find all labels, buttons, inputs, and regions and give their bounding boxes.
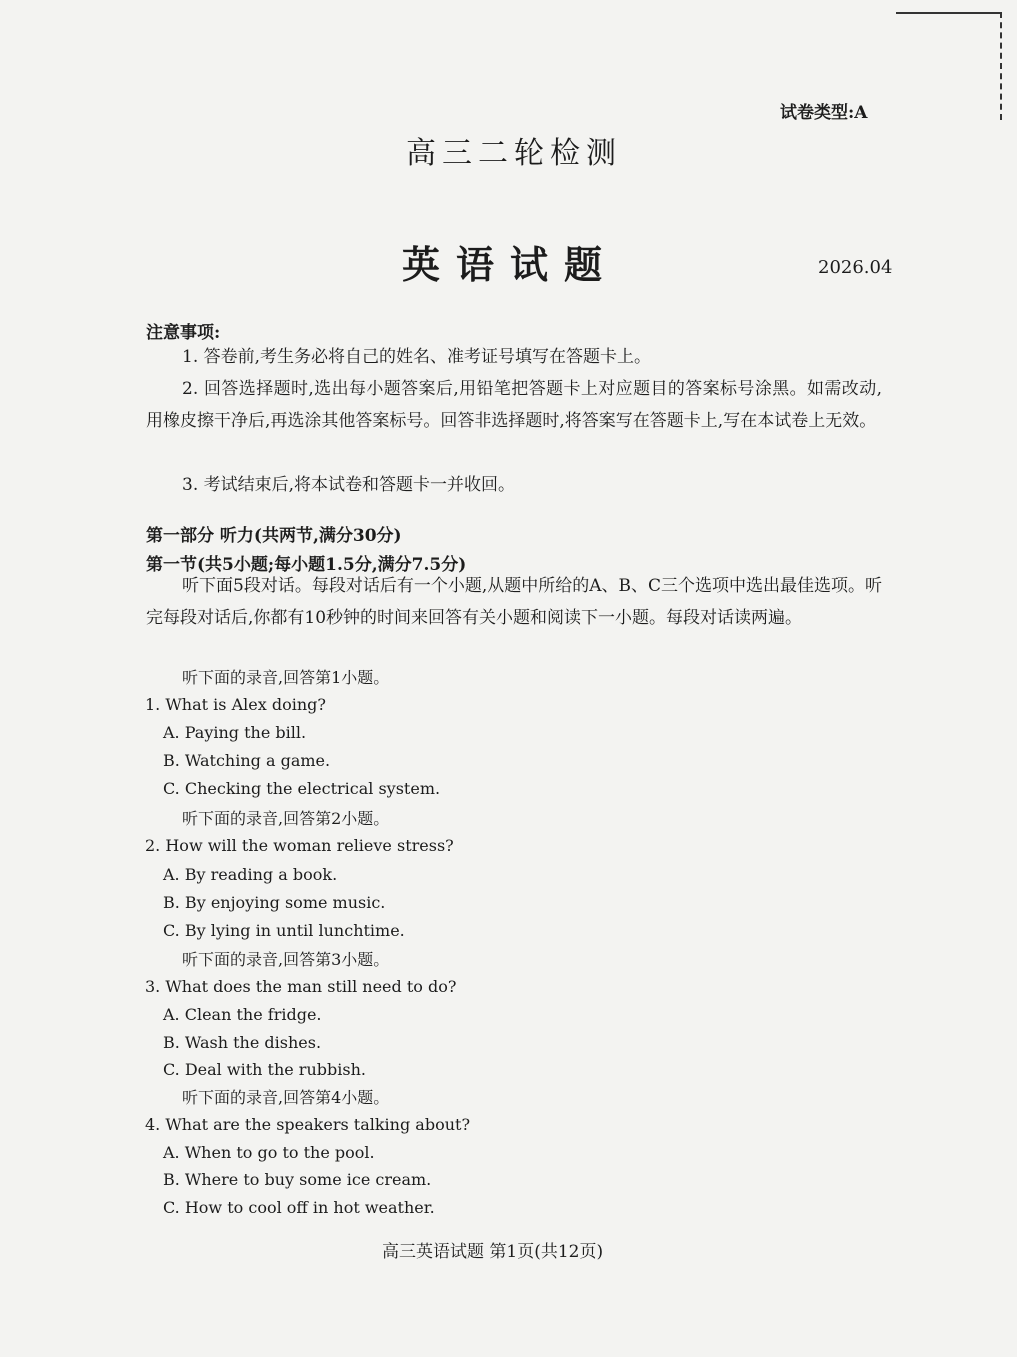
question-stem: 4. What are the speakers talking about? [145, 1115, 471, 1134]
question-instruction: 听下面的录音,回答第1小题。 [182, 668, 390, 687]
corner-mark-horizontal [896, 12, 1002, 14]
part1-heading: 第一部分 听力(共两节,满分30分) [146, 526, 402, 546]
option-c: C. Checking the electrical system. [163, 779, 441, 798]
option-b: B. Where to buy some ice cream. [163, 1170, 432, 1189]
option-b: B. By enjoying some music. [163, 893, 386, 912]
exam-date: 2026.04 [818, 257, 893, 278]
exam-name: 高三二轮检测 [406, 136, 622, 171]
option-b: B. Watching a game. [163, 751, 331, 770]
question-instruction: 听下面的录音,回答第4小题。 [182, 1088, 390, 1107]
notice-heading: 注意事项: [146, 323, 221, 343]
option-a: A. When to go to the pool. [163, 1143, 375, 1162]
option-c: C. How to cool off in hot weather. [163, 1198, 435, 1217]
option-c: C. Deal with the rubbish. [163, 1060, 366, 1079]
subject-title: 英语试题 [402, 242, 619, 287]
corner-mark-vertical [1000, 12, 1002, 120]
notice-item-2: 2. 回答选择题时,选出每小题答案后,用铅笔把答题卡上对应题目的答案标号涂黑。如需改动,用橡皮擦干净后,再选涂其他答案标号。回答非选择题时,将答案写在答题卡上,写在本试卷上无效。 [146, 379, 882, 431]
page-footer: 高三英语试题 第1页(共12页) [382, 1242, 604, 1262]
question-instruction: 听下面的录音,回答第3小题。 [182, 950, 390, 969]
option-a: A. Paying the bill. [163, 723, 307, 742]
question-stem: 1. What is Alex doing? [145, 695, 326, 714]
question-stem: 3. What does the man still need to do? [145, 977, 457, 996]
notice-item-1: 1. 答卷前,考生务必将自己的姓名、准考证号填写在答题卡上。 [182, 347, 652, 367]
option-a: A. Clean the fridge. [163, 1005, 322, 1024]
paper-type-label: 试卷类型:A [780, 103, 868, 123]
option-c: C. By lying in until lunchtime. [163, 921, 405, 940]
option-b: B. Wash the dishes. [163, 1033, 322, 1052]
section1-heading: 第一节(共5小题;每小题1.5分,满分7.5分) [146, 555, 467, 575]
notice-item-3: 3. 考试结束后,将本试卷和答题卡一并收回。 [182, 475, 516, 495]
question-instruction: 听下面的录音,回答第2小题。 [182, 809, 390, 828]
section1-intro: 听下面5段对话。每段对话后有一个小题,从题中所给的A、B、C三个选项中选出最佳选项。听完每段对话后,你都有10秒钟的时间来回答有关小题和阅读下一小题。每段对话读两遍。 [146, 576, 882, 628]
option-a: A. By reading a book. [163, 865, 338, 884]
question-stem: 2. How will the woman relieve stress? [145, 836, 454, 855]
